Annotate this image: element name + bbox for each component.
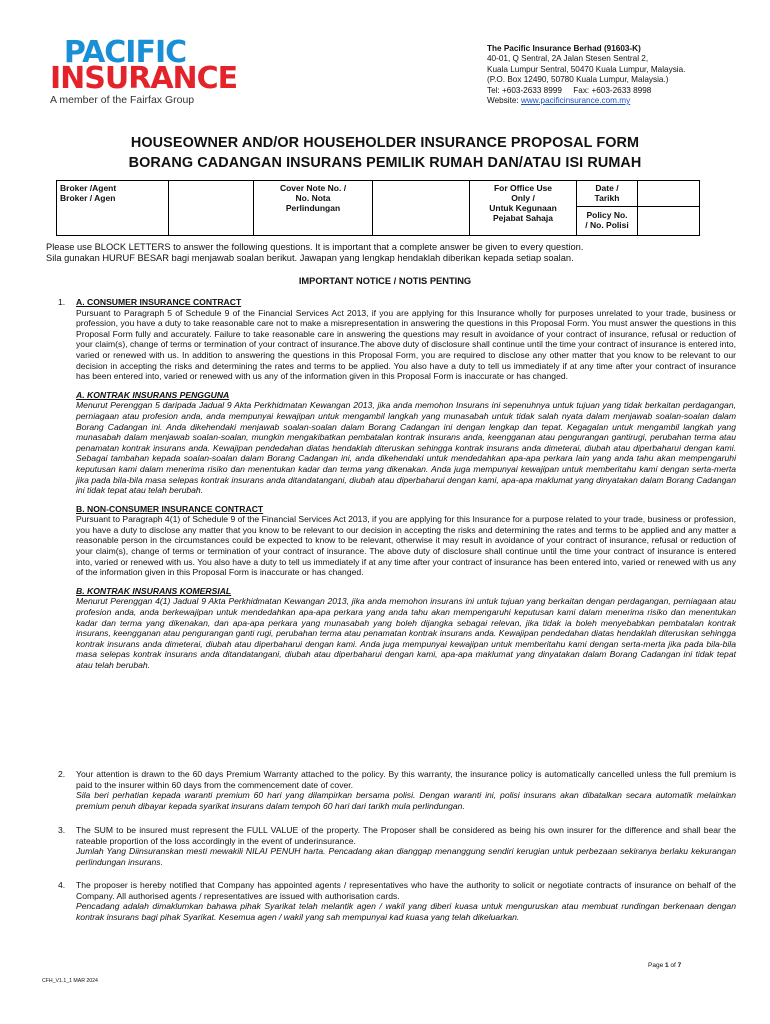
item-number: 1. — [58, 297, 66, 307]
broker-agent-field[interactable] — [57, 181, 169, 236]
page-total: 7 — [677, 962, 682, 969]
date-label-en: Date / — [595, 183, 619, 193]
non-consumer-contract-text: Pursuant to Paragraph 4(1) of Schedule 9 of the Financial Services Act 2013, if you are applying for this Insurance for a purpose related to your trade, business or profession, you have a duty to disclose any matter that you know to be relevant to our decision in accepting the risks and determining the rates and terms to be applied and any matter a reasonable person in the circumstances could be expected to know to be relevant, otherwise it may result in avoidance of your contract of insurance, refusal or reduction of your claim(s), change of terms or termination of your contract of insurance. The above duty of disclosure shall continue until the time your contract of insurance is entered into, varied or renewed with us. You also have a duty to tell us immediately if at any time after your contract of insurance has been entered into, varied or renewed with us any of the information given in this Proposal Form is inaccurate or has changed. — [76, 514, 736, 578]
date-policy-blank[interactable] — [638, 181, 700, 236]
premium-warranty-text: Your attention is drawn to the 60 days Premium Warranty attached to the policy. By this warranty, the insurance policy is automatically cancelled unless the full premium is paid to the insurer within 60 days from the commencement date of cover. — [76, 769, 736, 790]
broker-label-en: Broker /Agent — [60, 183, 117, 193]
policy-label-en: Policy No. — [586, 210, 628, 220]
date-label-my: Tarikh — [594, 193, 620, 203]
title-english: HOUSEOWNER AND/OR HOUSEHOLDER INSURANCE PROPOSAL FORM — [130, 135, 640, 151]
logo-word-pacific: PACIFIC — [63, 35, 187, 70]
logo-tagline: A member of the Fairfax Group — [50, 94, 195, 106]
address-line-2: Kuala Lumpur Sentral, 50470 Kuala Lumpur, Malaysia. — [487, 64, 686, 74]
broker-label-my: Broker / Agen — [60, 193, 116, 203]
notice-item-1 — [46, 297, 736, 671]
office-label-3: Untuk Kegunaan — [489, 203, 557, 213]
office-label-2: Only / — [511, 193, 535, 203]
cover-label-my2: Perlindungan — [285, 203, 341, 213]
tel-fax: Tel: +603-2633 8999 Fax: +603-2633 8998 — [487, 85, 652, 95]
agents-notice-text-my: Pencadang adalah dimaklumkan bahawa pihak Syarikat telah melantik agen / wakil yang diberi kuasa untuk menguruskan atau membuat rundingan berkenaan dengan kontrak insurans bagi pihak Syarikat. Kesemua agen / wakil yang sah mempunyai kad kuasa yang telah dikeluarkan. — [76, 901, 736, 922]
non-consumer-contract-text-my: Menurut Perenggan 4(1) Jadual 9 Akta Perkhidmatan Kewangan 2013, jika anda memohon insurans ini untuk tujuan yang berkaitan dengan perdagangan, perniagaan atau profesion anda, anda berkewajipan untuk mendedahkan apa-apa perkara yang anda tahu akan mempengaruhi keputusan kami dalam menerima risiko dan menentukan kadar dan terma yang dikenakan, dan apa-apa perkara yang munasabah yang boleh dijangka sebagai relevan, jika tidak ia boleh menyebabkan pembatalan kontrak insurans, keengganan atau pengurangan ganti rugi, perubahan terma atau penamatan kontrak insurans anda. Kewajipan pendedahan diatas hendaklah diteruskan sehingga kontrak insurans anda dimeterai, diubah atau diperbaharui dengan kami. Anda juga mempunyai kewajipan untuk memberitahu kami dengan serta-merta jika pada bila-bila masa selepas kontrak insurans anda ditandatangani, diubah atau diperbaharui dengan kami, apa-apa maklumat yang dinyatakan dalam Borang Cadangan ini tidak tepat atau telah berubah. — [76, 596, 736, 670]
cover-label-en: Cover Note No. / — [279, 183, 347, 193]
agents-notice-text: The proposer is hereby notified that Company has appointed agents / representatives who have the authority to solicit or negotiate contracts of insurance on behalf of the Company. All authorised agents / representatives are issued with authorisation cards. — [76, 880, 736, 901]
company-name: The Pacific Insurance Berhad (91603-K) — [487, 44, 641, 53]
item-number: 3. — [58, 825, 66, 835]
consumer-contract-heading: A. CONSUMER INSURANCE CONTRACT — [76, 297, 242, 307]
premium-warranty-text-my: Sila beri perhatian kepada waranti premium 60 hari yang dilampirkan bersama polisi. Dengan waranti ini, polisi insurans akan dibatalkan secara automatik melainkan premium penuh dibayar kepada syarikat insurans dalam tempoh 60 hari dari tarikh mula perlindungan. — [76, 790, 736, 811]
address-line-1: 40-01, Q Sentral, 2A Jalan Stesen Sentral 2, — [487, 54, 649, 64]
page-current: 1 — [665, 962, 669, 969]
page-of: of — [668, 962, 678, 969]
company-address-block — [487, 44, 757, 106]
form-title — [0, 133, 770, 173]
address-line-3: (P.O. Box 12490, 50780 Kuala Lumpur, Malaysia.) — [487, 75, 669, 85]
website-label: Website: — [487, 96, 521, 106]
page-prefix: Page — [648, 962, 665, 969]
instructions — [46, 242, 736, 264]
date-policy-field — [577, 181, 638, 236]
title-malay: BORANG CADANGAN INSURANS PEMILIK RUMAH DAN/ATAU ISI RUMAH — [128, 155, 642, 171]
important-notice-heading: IMPORTANT NOTICE / NOTIS PENTING — [298, 276, 472, 286]
page-number — [648, 962, 681, 969]
notice-item-2 — [46, 769, 736, 811]
consumer-contract-text-my: Menurut Perenggan 5 daripada Jadual 9 Akta Perkhidmatan Kewangan 2013, jika anda memohon Insurans ini sepenuhnya untuk tujuan yang tidak berkaitan perdagangan, perniagaan atau profesion anda, anda mempunyai kewajipan untuk mengambil langkah yang munasabah untuk tidak salah nyata dalam menjawab soalan-soalan dalam Borang Cadangan ini. Anda dikehendaki menjawab soalan-soalan dalam Borang Cadangan ini dengan lengkap dan tepat. Kegagalan untuk mengambil langkah yang munasabah dalam menjawab soalan-soalan, mungkin mengakibatkan pembatalan kontrak insurans anda, keengganan atau pengurangan gantirugi, perubahan terma atau penamatan kontrak insurans anda. Kewajipan pendedahan diatas hendaklah diteruskan sehingga kontrak insurans anda dimeterai, diubah atau diperbaharui dengan kami. Sebagai tambahan kepada soalan-soalan dalam Borang Cadangan ini, anda dikehendaki untuk mendedahkan apa-apa perkara lain yang anda tahu akan mempengaruhi keputusan kami dalam menerima risiko dan menentukan kadar dan terma yang dikenakan. Anda juga mempunyai kewajipan untuk memberitahu kami dengan serta-merta jika pada bila-bila masa selepas kontrak insurans anda ditandatangani, diubah atau diperbaharui dengan kami, apa-apa maklumat yang dinyatakan dalam Borang Cadangan ini tidak tepat atau telah berubah. — [76, 400, 736, 496]
office-label-1: For Office Use — [493, 183, 553, 193]
policy-label-my: / No. Polisi — [585, 220, 629, 230]
website-line — [487, 96, 757, 106]
instruction-my: Sila gunakan HURUF BESAR bagi menjawab soalan berikut. Jawapan yang lengkap hendaklah diberikan kepada setiap soalan. — [46, 253, 574, 264]
company-logo — [50, 35, 238, 106]
sum-insured-text: The SUM to be insured must represent the FULL VALUE of the property. The Proposer shall be considered as being his own insurer for the difference and shall bear the rateable proportion of the loss accordingly in the event of underinsurance. — [76, 825, 736, 846]
instruction-en: Please use BLOCK LETTERS to answer the following questions. It is important that a complete answer be given to every question. — [46, 242, 584, 252]
cover-note-field[interactable] — [254, 181, 373, 236]
cover-label-my1: No. Nota — [295, 193, 331, 203]
form-version-code: CFH_V1.1_1 MAR 2024 — [42, 978, 98, 984]
non-consumer-contract-heading-my: B. KONTRAK INSURANS KOMERSIAL — [76, 585, 232, 596]
notice-item-3 — [46, 825, 736, 867]
consumer-contract-heading-my: A. KONTRAK INSURANS PENGGUNA — [76, 389, 230, 400]
consumer-contract-text: Pursuant to Paragraph 5 of Schedule 9 of the Financial Services Act 2013, if you are applying for this Insurance wholly for purposes unrelated to your trade, business or profession, you have a duty to take reasonable care not to make a misrepresentation in answering the questions in this Proposal Form. You must answer the questions in this Proposal Form fully and accurately. Failure to take reasonable care in answering the questions may result in avoidance of your contract of insurance, refusal or reduction of your claim(s), change of terms or termination of your contract of insurance.The above duty of disclosure shall continue until the time your contract of insurance is entered into, varied or renewed with us. In addition to answering the questions in this Proposal Form, you are required to disclose any other matter that you know to be relevant to our decision in accepting the risks and determining the rates and terms to be applied. You also have a duty to tell us immediately if at any time after your contract of insurance has been entered into, varied or renewed with us any of the information given in this Proposal Form is inaccurate or has changed. — [76, 307, 736, 382]
website-link[interactable]: www.pacificinsurance.com.my — [520, 96, 631, 106]
non-consumer-contract-heading: B. NON-CONSUMER INSURANCE CONTRACT — [76, 503, 264, 514]
notice-item-4 — [46, 880, 736, 922]
cover-note-blank[interactable] — [373, 181, 470, 236]
header-fields-table — [56, 180, 700, 236]
office-use-field — [470, 181, 577, 236]
item-number: 2. — [58, 769, 66, 779]
item-number: 4. — [58, 880, 66, 890]
logo-word-insurance: INSURANCE — [50, 61, 238, 96]
office-label-4: Pejabat Sahaja — [492, 213, 553, 223]
broker-blank[interactable] — [169, 181, 254, 236]
sum-insured-text-my: Jumlah Yang Diinsuranskan mesti mewakili NILAI PENUH harta. Pencadang akan dianggap menanggung sendiri kerugian untuk perbezaan sekiranya berlaku kekurangan perlindungan insurans. — [76, 846, 736, 867]
